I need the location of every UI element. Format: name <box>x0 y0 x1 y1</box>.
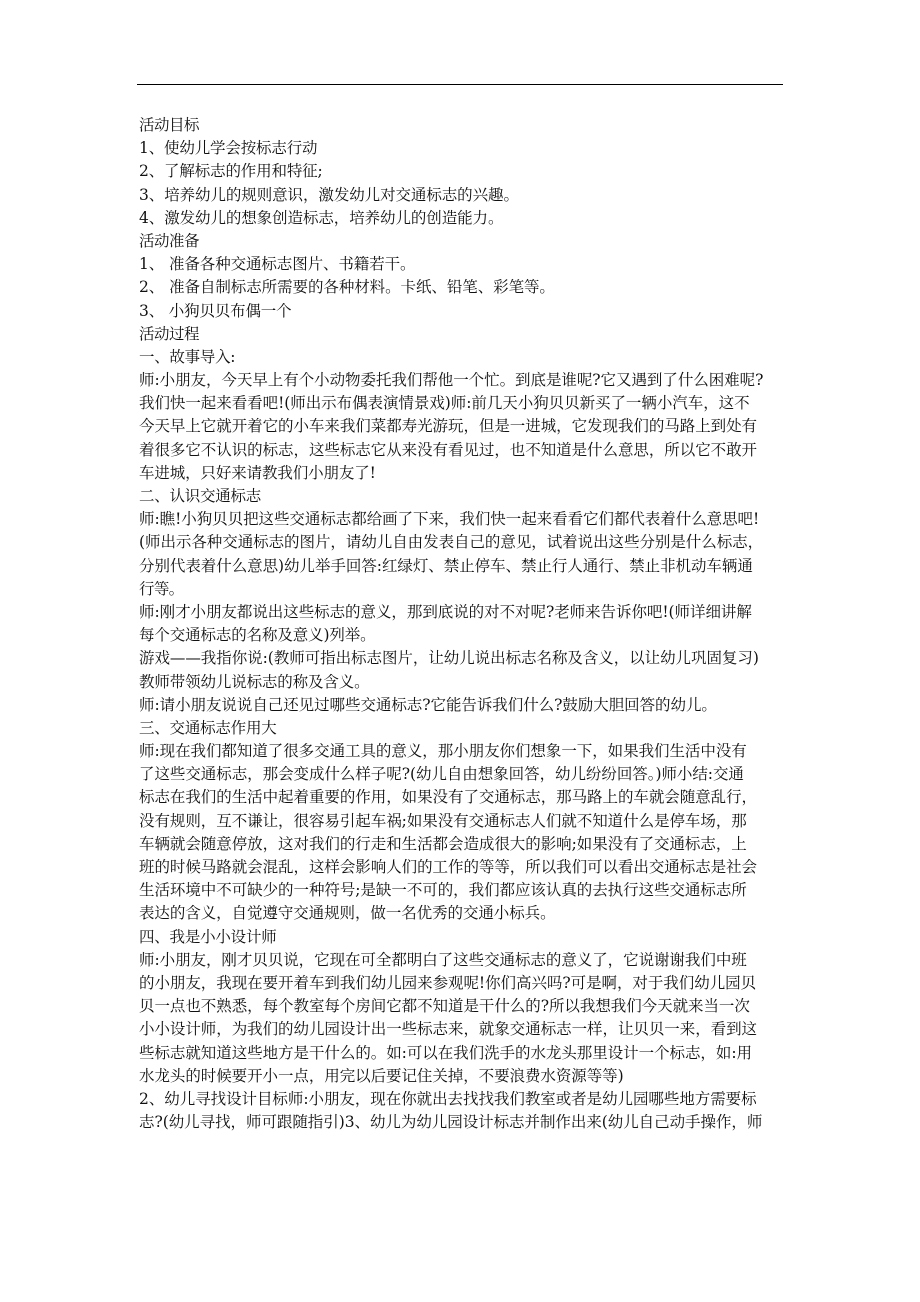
text-line: 班的时候马路就会混乱，这样会影响人们的工作的等等，所以我们可以看出交通标志是社会 <box>139 858 758 876</box>
text-line: 一、故事导入: <box>139 347 236 366</box>
text-line: 车辆就会随意停放，这对我们的行走和生活都会造成很大的影响;如果没有了交通标志，上 <box>139 834 747 853</box>
text-line: 没有规则，互不谦让，很容易引起车祸;如果没有交通标志人们就不知道什么是停车场，那 <box>139 811 747 830</box>
text-line: 2、了解标志的作用和特征; <box>139 162 323 181</box>
text-line: 的小朋友，我现在要开着车到我们幼儿园来参观呢!你们高兴吗?可是啊，对于我们幼儿园贝 <box>139 973 757 992</box>
text-line: 三、交通标志作用大 <box>139 718 277 737</box>
text-line: 表达的含义，自觉遵守交通规则，做一名优秀的交通小标兵。 <box>139 904 556 923</box>
text-line: 游戏——我指你说:(教师可指出标志图片，让幼儿说出标志名称及含义，以让幼儿巩固复习) <box>139 649 759 668</box>
text-line: 生活环境中不可缺少的一种符号;是缺一不可的，我们都应该认真的去执行这些交通标志所 <box>139 881 747 900</box>
text-line: 教师带领幼儿说标志的称及含义。 <box>139 672 370 691</box>
text-line: 着很多它不认识的标志，这些标志它从来没有看见过，也不知道是什么意思，所以它不敢开 <box>139 440 758 459</box>
text-line: 四、我是小小设计师 <box>139 927 277 946</box>
text-line: 师:现在我们都知道了很多交通工具的意义，那小朋友你们想象一下，如果我们生活中没有 <box>139 742 747 761</box>
text-line: 师:刚才小朋友都说出这些标志的意义，那到底说的对不对呢?老师来告诉你吧!(师详细讲解 <box>139 602 752 621</box>
text-line: 贝一点也不熟悉，每个教室每个房间它都不知道是干什么的?所以我想我们今天就来当一次 <box>139 997 750 1016</box>
text-line: 分别代表着什么意思)幼儿举手回答:红绿灯、禁止停车、禁止行人通行、禁止非机动车辆通 <box>139 556 753 575</box>
text-line: 水龙头的时候要开小一点，用完以后要记住关掉，不要浪费水资源等等) <box>139 1066 624 1085</box>
text-line: 1、 准备各种交通标志图片、书籍若干。 <box>139 255 416 274</box>
document-body <box>139 114 787 1134</box>
text-line: 师:瞧!小狗贝贝把这些交通标志都给画了下来，我们快一起来看看它们都代表着什么意思吧! <box>139 510 760 529</box>
text-line: 了这些交通标志，那会变成什么样子呢?(幼儿自由想象回答，幼儿纷纷回答。)师小结:交通 <box>139 765 744 784</box>
text-line: 2、幼儿寻找设计目标师:小朋友，现在你就出去找找我们教室或者是幼儿园哪些地方需要标 <box>139 1089 757 1108</box>
text-line: 1、使幼儿学会按标志行动 <box>139 139 318 158</box>
header-rule <box>137 84 783 85</box>
text-line: 小小设计师，为我们的幼儿园设计出一些标志来，就象交通标志一样，让贝贝一来，看到这 <box>139 1020 758 1039</box>
text-line: 我们快一起来看看吧!(师出示布偶表演情景戏)师:前几天小狗贝贝新买了一辆小汽车，这不 <box>139 394 750 413</box>
text-line: 每个交通标志的名称及意义)列举。 <box>139 626 376 645</box>
text-line: 车进城，只好来请教我们小朋友了! <box>139 463 376 482</box>
text-line: 些标志就知道这些地方是干什么的。如:可以在我们洗手的水龙头那里设计一个标志，如:用 <box>139 1043 752 1062</box>
text-line: (师出示各种交通标志的图片，请幼儿自由发表自己的意见，试着说出这些分别是什么标志， <box>139 533 764 552</box>
text-line: 师:小朋友，刚才贝贝说，它现在可全都明白了这些交通标志的意义了，它说谢谢我们中班 <box>139 950 747 969</box>
text-line: 行等。 <box>139 579 184 598</box>
text-line: 2、 准备自制标志所需要的各种材料。卡纸、铅笔、彩笔等。 <box>139 278 555 297</box>
text-line: 活动过程 <box>139 324 200 343</box>
text-line: 志?(幼儿寻找，师可跟随指引)3、幼儿为幼儿园设计标志并制作出来(幼儿自己动手操作，师 <box>139 1113 763 1132</box>
text-line: 师:请小朋友说说自己还见过哪些交通标志?它能告诉我们什么?鼓励大胆回答的幼儿。 <box>139 695 717 714</box>
text-line: 活动目标 <box>139 116 200 134</box>
text-line: 3、培养幼儿的规则意识，激发幼儿对交通标志的兴趣。 <box>139 185 519 204</box>
text-line: 3、 小狗贝贝布偶一个 <box>139 301 292 320</box>
text-line: 今天早上它就开着它的小车来我们菜都寿光游玩，但是一进城，它发现我们的马路上到处有 <box>139 417 758 436</box>
text-line: 4、激发幼儿的想象创造标志，培养幼儿的创造能力。 <box>139 208 504 227</box>
text-line: 标志在我们的生活中起着重要的作用，如果没有了交通标志，那马路上的车就会随意乱行， <box>139 788 758 807</box>
text-line: 活动准备 <box>139 231 200 250</box>
text-line: 二、认识交通标志 <box>139 487 262 505</box>
text-line: 师:小朋友，今天早上有个小动物委托我们帮他一个忙。到底是谁呢?它又遇到了什么困难呢? <box>139 371 764 390</box>
